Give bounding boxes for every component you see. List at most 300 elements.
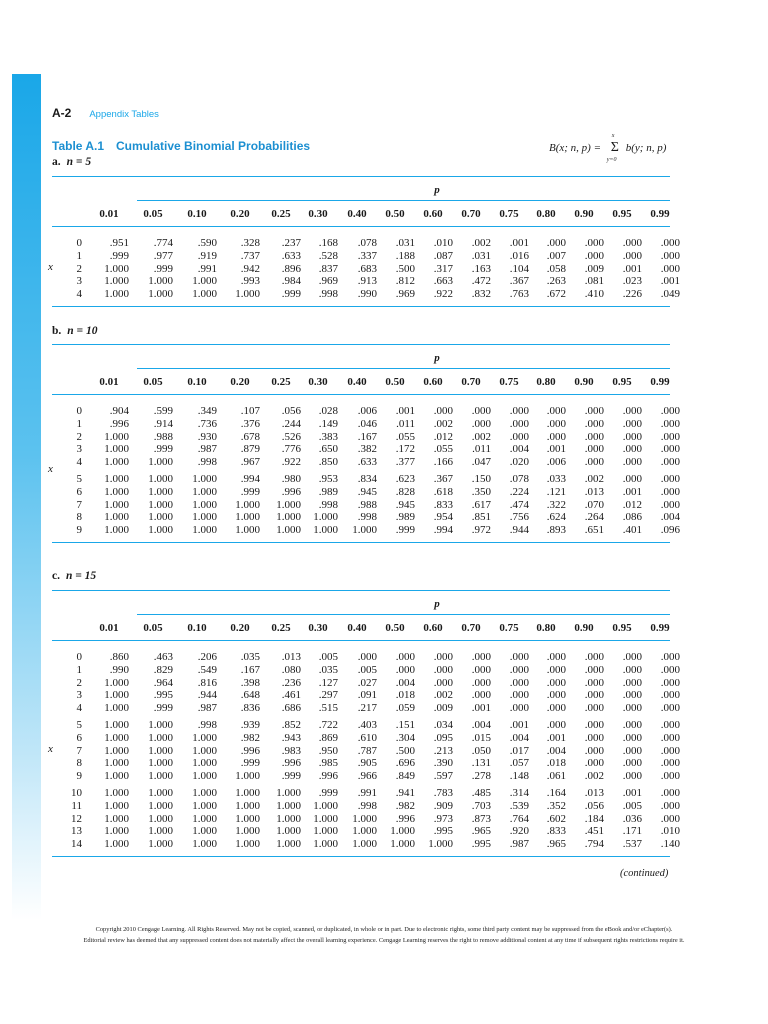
probability-cell: .794 [584,838,604,851]
probability-cell: .018 [395,689,415,702]
probability-cell: 1.000 [148,498,173,511]
row-x-value: 0 [76,651,82,663]
probability-cell: 1.000 [148,456,173,469]
probability-cell: .005 [622,799,642,812]
probability-cell: .244 [281,417,301,430]
probability-cell: .000 [660,676,680,689]
probability-cell: .987 [197,443,217,456]
probability-cell: .787 [357,744,377,757]
probability-cell: .549 [197,663,217,676]
probability-cell: 1.000 [276,524,301,537]
probability-cell: .171 [622,825,642,838]
probability-cell: .987 [509,838,529,851]
probability-cell: .913 [357,275,377,288]
probability-cell: .000 [584,663,604,676]
probability-cell: .988 [357,498,377,511]
probability-cell: 1.000 [104,757,129,770]
probability-cell: .922 [281,456,301,469]
probability-cell: .756 [509,511,529,524]
row-x-value: 7 [76,498,82,511]
probability-cell: .002 [471,237,491,249]
row-x-value: 2 [76,676,82,689]
probability-cell: .945 [357,485,377,498]
probability-cell: 1.000 [148,473,173,485]
sub-label-prefix: a. [52,156,61,168]
p-column-header: 0.10 [187,622,207,634]
probability-cell: .000 [433,651,453,663]
probability-cell: .953 [318,473,338,485]
probability-cell: .980 [281,473,301,485]
probability-cell: 1.000 [390,838,415,851]
p-column-header: 0.40 [347,376,367,388]
probability-cell: .020 [509,456,529,469]
probability-cell: .376 [240,417,260,430]
probability-cell: 1.000 [276,799,301,812]
probability-cell: 1.000 [104,524,129,537]
probability-cell: .988 [153,430,173,443]
probability-cell: .994 [433,524,453,537]
probability-cell: .264 [584,511,604,524]
probability-cell: .995 [433,825,453,838]
probability-cell: 1.000 [352,838,377,851]
probability-cell: .027 [357,676,377,689]
p-header-rule [137,368,670,369]
row-x-value: 1 [76,417,82,430]
probability-cell: 1.000 [192,799,217,812]
probability-cell: .994 [240,473,260,485]
probability-cell: .000 [584,443,604,456]
probability-cell: .000 [660,430,680,443]
probability-cell: .999 [395,524,415,537]
p-column-header: 0.30 [308,376,328,388]
probability-cell: .651 [584,524,604,537]
probability-cell: .091 [357,689,377,702]
probability-cell: .000 [660,744,680,757]
probability-cell: .000 [433,663,453,676]
probability-cell: .996 [281,485,301,498]
probability-cell: .121 [546,485,566,498]
cumulative-formula [549,133,667,163]
probability-cell: .951 [109,237,129,249]
table-bottom-rule [52,542,670,543]
row-x-value: 2 [76,430,82,443]
probability-cell: .920 [509,825,529,838]
probability-cell: .028 [318,405,338,417]
p-column-header: 0.05 [143,376,163,388]
probability-cell: .982 [240,731,260,744]
probability-cell: .683 [357,262,377,275]
p-column-header: 0.99 [650,622,670,634]
probability-cell: 1.000 [104,825,129,838]
probability-cell: 1.000 [104,799,129,812]
probability-cell: 1.000 [104,770,129,783]
p-column-header: 0.95 [612,622,632,634]
probability-cell: 1.000 [148,838,173,851]
probability-cell: .166 [433,456,453,469]
probability-cell: .033 [546,473,566,485]
probability-cell: 1.000 [148,825,173,838]
probability-cell: .056 [584,799,604,812]
row-x-value: 4 [76,456,82,469]
probability-cell: .633 [357,456,377,469]
probability-cell: .485 [471,787,491,799]
probability-cell: .000 [622,731,642,744]
probability-cell: .078 [357,237,377,249]
row-x-value: 0 [76,405,82,417]
p-column-header: 0.01 [99,208,119,220]
probability-cell: .010 [660,825,680,838]
probability-cell: 1.000 [148,719,173,731]
row-x-value: 2 [76,262,82,275]
probability-cell: 1.000 [104,430,129,443]
p-column-header: 0.75 [499,208,519,220]
p-column-header: 0.01 [99,622,119,634]
probability-cell: .998 [318,288,338,301]
probability-cell: .013 [584,787,604,799]
probability-cell: .095 [433,731,453,744]
row-x-value: 1 [76,249,82,262]
probability-cell: .000 [546,702,566,715]
probability-cell: .836 [240,702,260,715]
probability-cell: .337 [357,249,377,262]
sum-lower-limit: y=0 [606,157,617,163]
probability-cell: .226 [622,288,642,301]
probability-cell: .696 [395,757,415,770]
p-column-header: 0.25 [271,622,291,634]
row-x-value: 8 [76,757,82,770]
probability-cell: .998 [197,456,217,469]
probability-cell: .000 [660,417,680,430]
probability-cell: .317 [433,262,453,275]
x-axis-label: x [48,261,53,273]
probability-cell: .002 [471,430,491,443]
probability-cell: .832 [471,288,491,301]
probability-cell: .998 [197,719,217,731]
probability-cell: .000 [395,651,415,663]
probability-cell: 1.000 [104,702,129,715]
probability-cell: 1.000 [352,812,377,825]
probability-cell: .010 [433,237,453,249]
p-column-header: 0.30 [308,622,328,634]
probability-cell: .000 [584,249,604,262]
page-number: A-2 [52,106,72,120]
probability-cell: 1.000 [313,812,338,825]
probability-cell: .314 [509,787,529,799]
probability-cell: .035 [240,651,260,663]
table-top-rule [52,344,670,345]
table-top-rule [52,590,670,591]
probability-cell: .390 [433,757,453,770]
probability-cell: .774 [153,237,173,249]
probability-cell: .996 [109,417,129,430]
probability-cell: .000 [584,702,604,715]
probability-cell: .012 [433,430,453,443]
probability-cell: .000 [546,651,566,663]
probability-cell: .000 [584,405,604,417]
probability-cell: .703 [471,799,491,812]
probability-cell: .998 [357,511,377,524]
probability-cell: .950 [318,744,338,757]
probability-cell: .000 [509,430,529,443]
probability-cell: .000 [660,812,680,825]
probability-cell: .000 [622,417,642,430]
probability-cell: .148 [509,770,529,783]
probability-cell: .000 [509,417,529,430]
probability-cell: .150 [471,473,491,485]
probability-cell: .049 [660,288,680,301]
probability-cell: .236 [281,676,301,689]
probability-cell: 1.000 [276,825,301,838]
probability-cell: .998 [357,799,377,812]
probability-cell: 1.000 [148,744,173,757]
p-column-header: 0.30 [308,208,328,220]
sub-label-n: n = 10 [67,325,98,337]
probability-cell: .812 [395,275,415,288]
probability-cell: .184 [584,812,604,825]
probability-cell: .943 [281,731,301,744]
probability-cell: .000 [584,456,604,469]
probability-cell: .000 [471,676,491,689]
probability-cell: .012 [622,498,642,511]
probability-cell: .610 [357,731,377,744]
probability-cell: .017 [509,744,529,757]
p-column-header: 0.20 [230,622,250,634]
probability-cell: 1.000 [104,676,129,689]
probability-cell: .058 [546,262,566,275]
probability-cell: 1.000 [276,838,301,851]
page-header [52,104,159,120]
probability-cell: .599 [153,405,173,417]
probability-cell: .377 [395,456,415,469]
p-column-header: 0.05 [143,208,163,220]
p-column-header: 0.10 [187,376,207,388]
probability-cell: .991 [357,787,377,799]
probability-cell: .736 [197,417,217,430]
probability-cell: .944 [509,524,529,537]
probability-cell: 1.000 [148,275,173,288]
probability-cell: .837 [318,262,338,275]
probability-cell: .031 [471,249,491,262]
probability-cell: .000 [660,456,680,469]
probability-cell: .107 [240,405,260,417]
copyright-notice [0,924,768,946]
probability-cell: .403 [357,719,377,731]
probability-cell: .919 [197,249,217,262]
probability-cell: .869 [318,731,338,744]
probability-cell: 1.000 [104,787,129,799]
probability-cell: 1.000 [235,838,260,851]
probability-cell: .000 [546,417,566,430]
probability-cell: .783 [433,787,453,799]
probability-cell: .367 [433,473,453,485]
probability-cell: .945 [395,498,415,511]
probability-cell: 1.000 [192,473,217,485]
probability-cell: .004 [546,744,566,757]
p-column-header: 0.50 [385,376,405,388]
probability-cell: .764 [509,812,529,825]
probability-cell: .237 [281,237,301,249]
probability-cell: .078 [509,473,529,485]
probability-cell: .188 [395,249,415,262]
probability-cell: .776 [281,443,301,456]
probability-cell: .526 [281,430,301,443]
probability-cell: .000 [660,498,680,511]
row-x-value: 5 [76,719,82,731]
probability-cell: .005 [318,651,338,663]
probability-cell: .597 [433,770,453,783]
probability-cell: .989 [395,511,415,524]
probability-cell: .000 [660,473,680,485]
probability-cell: .000 [471,663,491,676]
probability-cell: .002 [584,770,604,783]
probability-cell: .942 [240,262,260,275]
probability-cell: 1.000 [192,524,217,537]
p-column-header: 0.70 [461,208,481,220]
probability-cell: .474 [509,498,529,511]
probability-cell: .000 [584,237,604,249]
table-bottom-rule [52,306,670,307]
probability-cell: 1.000 [104,719,129,731]
p-column-header: 0.20 [230,208,250,220]
probability-cell: .000 [584,430,604,443]
probability-cell: .000 [622,689,642,702]
probability-cell: .930 [197,430,217,443]
probability-cell: 1.000 [148,511,173,524]
probability-cell: .000 [660,770,680,783]
probability-cell: 1.000 [104,812,129,825]
p-column-header: 0.50 [385,622,405,634]
probability-cell: .989 [318,485,338,498]
probability-cell: .650 [318,443,338,456]
row-x-value: 3 [76,689,82,702]
probability-cell: .995 [153,689,173,702]
probability-cell: .999 [281,770,301,783]
table-top-rule [52,176,670,177]
probability-cell: .000 [433,676,453,689]
probability-cell: .623 [395,473,415,485]
probability-cell: .164 [546,787,566,799]
header-bottom-rule [52,640,670,641]
probability-cell: 1.000 [192,812,217,825]
table-bottom-rule [52,856,670,857]
p-header-rule [137,200,670,201]
probability-cell: .000 [660,799,680,812]
probability-cell: .015 [471,731,491,744]
probability-cell: .829 [153,663,173,676]
probability-cell: .993 [240,275,260,288]
probability-cell: 1.000 [192,275,217,288]
probability-cell: .163 [471,262,491,275]
probability-cell: .982 [395,799,415,812]
probability-cell: .009 [433,702,453,715]
probability-cell: .304 [395,731,415,744]
probability-cell: .000 [471,417,491,430]
table-title [52,139,310,153]
probability-cell: .990 [109,663,129,676]
row-x-value: 3 [76,443,82,456]
table-sub-label [52,325,97,337]
probability-cell: 1.000 [235,498,260,511]
p-column-header: 0.10 [187,208,207,220]
probability-cell: .011 [472,443,491,456]
probability-cell: .011 [396,417,415,430]
probability-cell: .056 [281,405,301,417]
probability-cell: .131 [471,757,491,770]
probability-cell: .410 [584,288,604,301]
p-column-header: 0.90 [574,622,594,634]
probability-cell: .322 [546,498,566,511]
p-axis-label: p [434,352,440,364]
table-sub-label [52,570,96,582]
probability-cell: 1.000 [313,511,338,524]
probability-cell: 1.000 [192,838,217,851]
p-column-header: 0.90 [574,208,594,220]
probability-cell: .463 [153,651,173,663]
probability-cell: .061 [546,770,566,783]
row-x-value: 13 [71,825,82,838]
header-bottom-rule [52,226,670,227]
p-column-header: 0.90 [574,376,594,388]
sub-label-prefix: b. [52,325,62,337]
probability-cell: .000 [509,702,529,715]
probability-cell: .036 [622,812,642,825]
probability-cell: 1.000 [276,498,301,511]
probability-cell: .000 [660,651,680,663]
probability-cell: .000 [660,249,680,262]
probability-cell: .000 [395,663,415,676]
p-column-header: 0.75 [499,622,519,634]
probability-cell: .833 [433,498,453,511]
probability-cell: .001 [509,237,529,249]
probability-cell: .537 [622,838,642,851]
probability-cell: .031 [395,237,415,249]
probability-cell: 1.000 [192,731,217,744]
probability-cell: .965 [471,825,491,838]
probability-cell: .722 [318,719,338,731]
row-x-value: 9 [76,770,82,783]
probability-cell: .000 [660,663,680,676]
row-x-value: 11 [71,799,82,812]
probability-cell: .922 [433,288,453,301]
probability-cell: .905 [357,757,377,770]
sum-upper-limit: x [611,133,615,139]
table-label: Table A.1 [52,139,105,153]
probability-cell: .996 [318,770,338,783]
probability-cell: .001 [622,787,642,799]
probability-cell: 1.000 [313,825,338,838]
sub-label-n: n = 15 [65,570,97,582]
probability-cell: 1.000 [148,757,173,770]
row-x-value: 7 [76,744,82,757]
probability-cell: .383 [318,430,338,443]
probability-cell: .939 [240,719,260,731]
probability-cell: 1.000 [192,770,217,783]
probability-cell: .000 [622,663,642,676]
probability-cell: .996 [281,757,301,770]
probability-cell: .977 [153,249,173,262]
probability-cell: 1.000 [148,799,173,812]
probability-cell: 1.000 [104,456,129,469]
row-x-value: 14 [71,838,82,851]
probability-cell: .006 [357,405,377,417]
probability-cell: .624 [546,511,566,524]
probability-cell: .055 [433,443,453,456]
row-x-value: 1 [76,663,82,676]
probability-cell: .297 [318,689,338,702]
probability-cell: .055 [395,430,415,443]
probability-cell: .969 [395,288,415,301]
continued-note: (continued) [620,868,669,879]
